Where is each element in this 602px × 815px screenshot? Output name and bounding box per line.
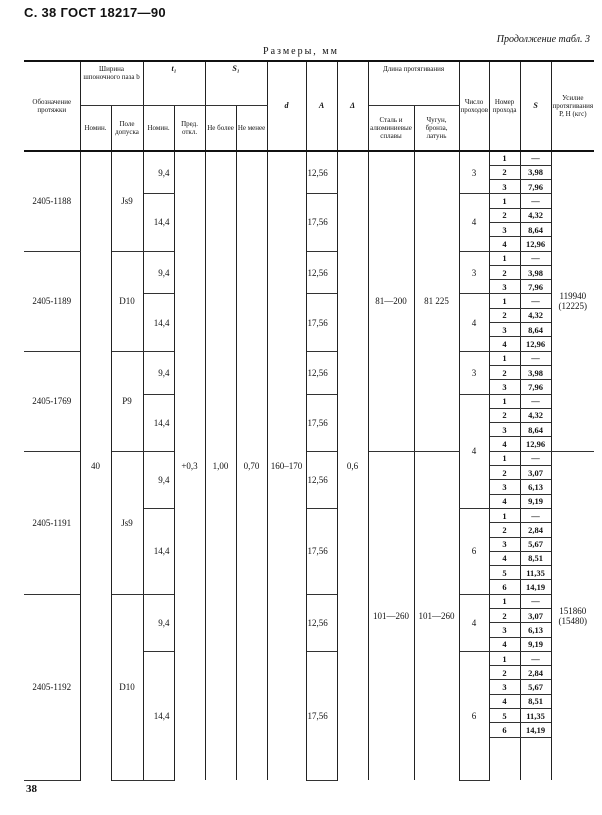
page-header: С. 38 ГОСТ 18217—90	[24, 5, 166, 20]
A-cell: 12,56	[306, 451, 337, 508]
t1-nominal-cell: 14,4	[143, 508, 174, 594]
broach-table	[24, 60, 594, 781]
s1-max-cell: 1,00	[205, 151, 236, 780]
passes-count-cell: 6	[459, 508, 489, 594]
pass-number-cell: 2	[489, 265, 520, 279]
S-value-cell: —	[520, 351, 551, 365]
S-value-cell: 8,64	[520, 423, 551, 437]
S-value-cell: —	[520, 451, 551, 465]
pass-number-cell: 2	[489, 609, 520, 623]
pass-number-cell: 1	[489, 594, 520, 608]
t1-nominal-cell: 9,4	[143, 351, 174, 394]
pass-number-cell: 4	[489, 494, 520, 508]
S-value-cell: 3,98	[520, 165, 551, 179]
designation-cell: 2405-1769	[24, 351, 80, 451]
col-force: Усилие протягивания P, Н (кгс)	[551, 61, 594, 151]
S-value-cell: 14,19	[520, 580, 551, 594]
S-filler	[520, 737, 551, 780]
S-value-cell: 8,51	[520, 551, 551, 565]
A-cell: 17,56	[306, 394, 337, 451]
designation-cell: 2405-1189	[24, 251, 80, 351]
S-value-cell: 3,07	[520, 466, 551, 480]
t1-nominal-cell: 14,4	[143, 394, 174, 451]
S-value-cell: 8,51	[520, 694, 551, 708]
S-value-cell: —	[520, 194, 551, 208]
pass-number-cell: 3	[489, 680, 520, 694]
length-steel-cell: 101—260	[368, 451, 414, 780]
S-value-cell: 6,13	[520, 623, 551, 637]
A-cell: 12,56	[306, 594, 337, 651]
pass-number-cell: 4	[489, 694, 520, 708]
S-value-cell: 12,96	[520, 237, 551, 251]
pass-number-cell: 2	[489, 365, 520, 379]
pass-number-cell: 1	[489, 251, 520, 265]
pass-number-cell: 1	[489, 194, 520, 208]
col-b-tolerance: Поле допуска	[111, 106, 143, 152]
t1-nominal-cell: 9,4	[143, 451, 174, 508]
t1-nominal-cell: 9,4	[143, 251, 174, 294]
col-b-nominal: Номин.	[80, 106, 111, 152]
passes-count-cell: 4	[459, 194, 489, 251]
tolerance-cell: Js9	[111, 151, 143, 251]
designation-cell: 2405-1192	[24, 594, 80, 780]
s1-min-cell: 0,70	[236, 151, 267, 780]
pass-number-cell: 2	[489, 208, 520, 222]
S-value-cell: —	[520, 508, 551, 522]
S-value-cell: 8,64	[520, 222, 551, 236]
S-value-cell: 2,84	[520, 523, 551, 537]
S-value-cell: 7,96	[520, 380, 551, 394]
col-keyway-width: Ширина шпоночного паза b	[80, 61, 143, 106]
col-d	[267, 61, 306, 151]
S-value-cell: —	[520, 651, 551, 665]
pass-number-cell: 6	[489, 723, 520, 737]
A-cell: 12,56	[306, 251, 337, 294]
length-steel-cell: 81—200	[368, 151, 414, 451]
col-length-iron: Чугун, бронза, латунь	[414, 106, 459, 152]
pass-number-cell: 5	[489, 566, 520, 580]
S-value-cell: 11,35	[520, 566, 551, 580]
col-s1-min: Не менее	[236, 106, 267, 152]
pass-number-cell: 3	[489, 480, 520, 494]
page-number: 38	[26, 783, 37, 795]
pass-number-filler	[489, 737, 520, 780]
col-s1-max: Не более	[205, 106, 236, 152]
pass-number-cell: 1	[489, 294, 520, 308]
S-value-cell: 3,07	[520, 609, 551, 623]
t1-nominal-cell: 9,4	[143, 151, 174, 194]
table-continuation-label: Продолжение табл. 3	[496, 34, 590, 45]
pass-number-cell: 1	[489, 394, 520, 408]
t1-symbol: t₁	[171, 64, 177, 73]
S-value-cell: —	[520, 251, 551, 265]
passes-count-cell: 6	[459, 651, 489, 780]
col-designation: Обозначение протяжки	[24, 61, 80, 151]
S-value-cell: 12,96	[520, 337, 551, 351]
pass-number-cell: 3	[489, 537, 520, 551]
col-t1-deviation: Пред. откл.	[174, 106, 205, 152]
tolerance-cell: P9	[111, 351, 143, 451]
passes-count-cell: 4	[459, 594, 489, 651]
pass-number-cell: 4	[489, 551, 520, 565]
col-t1	[143, 61, 205, 106]
pass-number-cell: 2	[489, 666, 520, 680]
S-value-cell: 11,35	[520, 709, 551, 723]
S-value-cell: 3,98	[520, 265, 551, 279]
pass-number-cell: 3	[489, 623, 520, 637]
pass-number-cell: 3	[489, 423, 520, 437]
pass-number-cell: 2	[489, 408, 520, 422]
force-cell: 119940 (12225)	[551, 151, 594, 451]
t1-nominal-cell: 14,4	[143, 651, 174, 780]
S-value-cell: 4,32	[520, 408, 551, 422]
t1-nominal-cell: 14,4	[143, 294, 174, 351]
d-cell: 160–170	[267, 151, 306, 780]
d-symbol: d	[284, 101, 289, 110]
S-value-cell: 3,98	[520, 365, 551, 379]
col-delta	[337, 61, 368, 151]
pass-number-cell: 1	[489, 151, 520, 165]
S-value-cell: 12,96	[520, 437, 551, 451]
delta-symbol: Δ	[350, 101, 356, 110]
pass-number-cell: 3	[489, 222, 520, 236]
S-value-cell: 4,32	[520, 208, 551, 222]
S-value-cell: 7,96	[520, 280, 551, 294]
pass-number-cell: 2	[489, 523, 520, 537]
col-A	[306, 61, 337, 151]
length-iron-cell: 81 225	[414, 151, 459, 451]
pass-number-cell: 1	[489, 351, 520, 365]
force-cell: 151860 (15480)	[551, 451, 594, 780]
S-value-cell: 2,84	[520, 666, 551, 680]
pass-number-cell: 4	[489, 237, 520, 251]
passes-count-cell: 4	[459, 294, 489, 351]
S-value-cell: 8,64	[520, 323, 551, 337]
passes-count-cell: 3	[459, 151, 489, 194]
A-cell: 12,56	[306, 351, 337, 394]
S-value-cell: 6,13	[520, 480, 551, 494]
b-nominal-cell: 40	[80, 151, 111, 780]
A-cell: 17,56	[306, 508, 337, 594]
t1-nominal-cell: 9,4	[143, 594, 174, 651]
tolerance-cell: Js9	[111, 451, 143, 594]
S-value-cell: —	[520, 294, 551, 308]
S-value-cell: —	[520, 394, 551, 408]
t1-deviation-cell: +0,3	[174, 151, 205, 780]
col-pass-number: Номер прохода	[489, 61, 520, 151]
length-iron-cell: 101—260	[414, 451, 459, 780]
pass-number-cell: 4	[489, 437, 520, 451]
S-value-cell: —	[520, 151, 551, 165]
table-row	[24, 151, 594, 165]
tolerance-cell: D10	[111, 251, 143, 351]
units-label: Размеры, мм	[263, 46, 339, 57]
col-passes-count: Число проходов	[459, 61, 489, 151]
S-value-cell: —	[520, 594, 551, 608]
S-value-cell: 14,19	[520, 723, 551, 737]
s1-symbol: S₁	[232, 64, 240, 73]
pass-number-cell: 1	[489, 651, 520, 665]
designation-cell: 2405-1188	[24, 151, 80, 251]
tolerance-cell: D10	[111, 594, 143, 780]
S-value-cell: 9,19	[520, 637, 551, 651]
A-cell: 12,56	[306, 151, 337, 194]
pass-number-cell: 4	[489, 337, 520, 351]
t1-nominal-cell: 14,4	[143, 194, 174, 251]
passes-count-cell: 3	[459, 251, 489, 294]
pass-number-cell: 1	[489, 451, 520, 465]
pass-number-cell: 2	[489, 308, 520, 322]
col-length-steel: Сталь и алюминиевые сплавы	[368, 106, 414, 152]
S-value-cell: 9,19	[520, 494, 551, 508]
A-cell: 17,56	[306, 194, 337, 251]
S-value-cell: 7,96	[520, 180, 551, 194]
col-t1-nominal: Номин.	[143, 106, 174, 152]
col-length: Длина протягивания	[368, 61, 459, 106]
pass-number-cell: 3	[489, 180, 520, 194]
S-value-cell: 4,32	[520, 308, 551, 322]
pass-number-cell: 3	[489, 280, 520, 294]
col-s1	[205, 61, 267, 106]
pass-number-cell: 5	[489, 709, 520, 723]
pass-number-cell: 2	[489, 466, 520, 480]
table-body	[24, 151, 594, 780]
pass-number-cell: 3	[489, 323, 520, 337]
pass-number-cell: 2	[489, 165, 520, 179]
delta-cell: 0,6	[337, 151, 368, 780]
pass-number-cell: 6	[489, 580, 520, 594]
A-cell: 17,56	[306, 651, 337, 780]
S-value-cell: 5,67	[520, 680, 551, 694]
A-cell: 17,56	[306, 294, 337, 351]
A-symbol: A	[318, 101, 325, 110]
pass-number-cell: 1	[489, 508, 520, 522]
passes-count-cell: 3	[459, 351, 489, 394]
col-S	[520, 61, 551, 151]
designation-cell: 2405-1191	[24, 451, 80, 594]
S-symbol: S	[533, 101, 538, 110]
pass-number-cell: 4	[489, 637, 520, 651]
pass-number-cell: 3	[489, 380, 520, 394]
S-value-cell: 5,67	[520, 537, 551, 551]
passes-count-cell: 4	[459, 394, 489, 508]
